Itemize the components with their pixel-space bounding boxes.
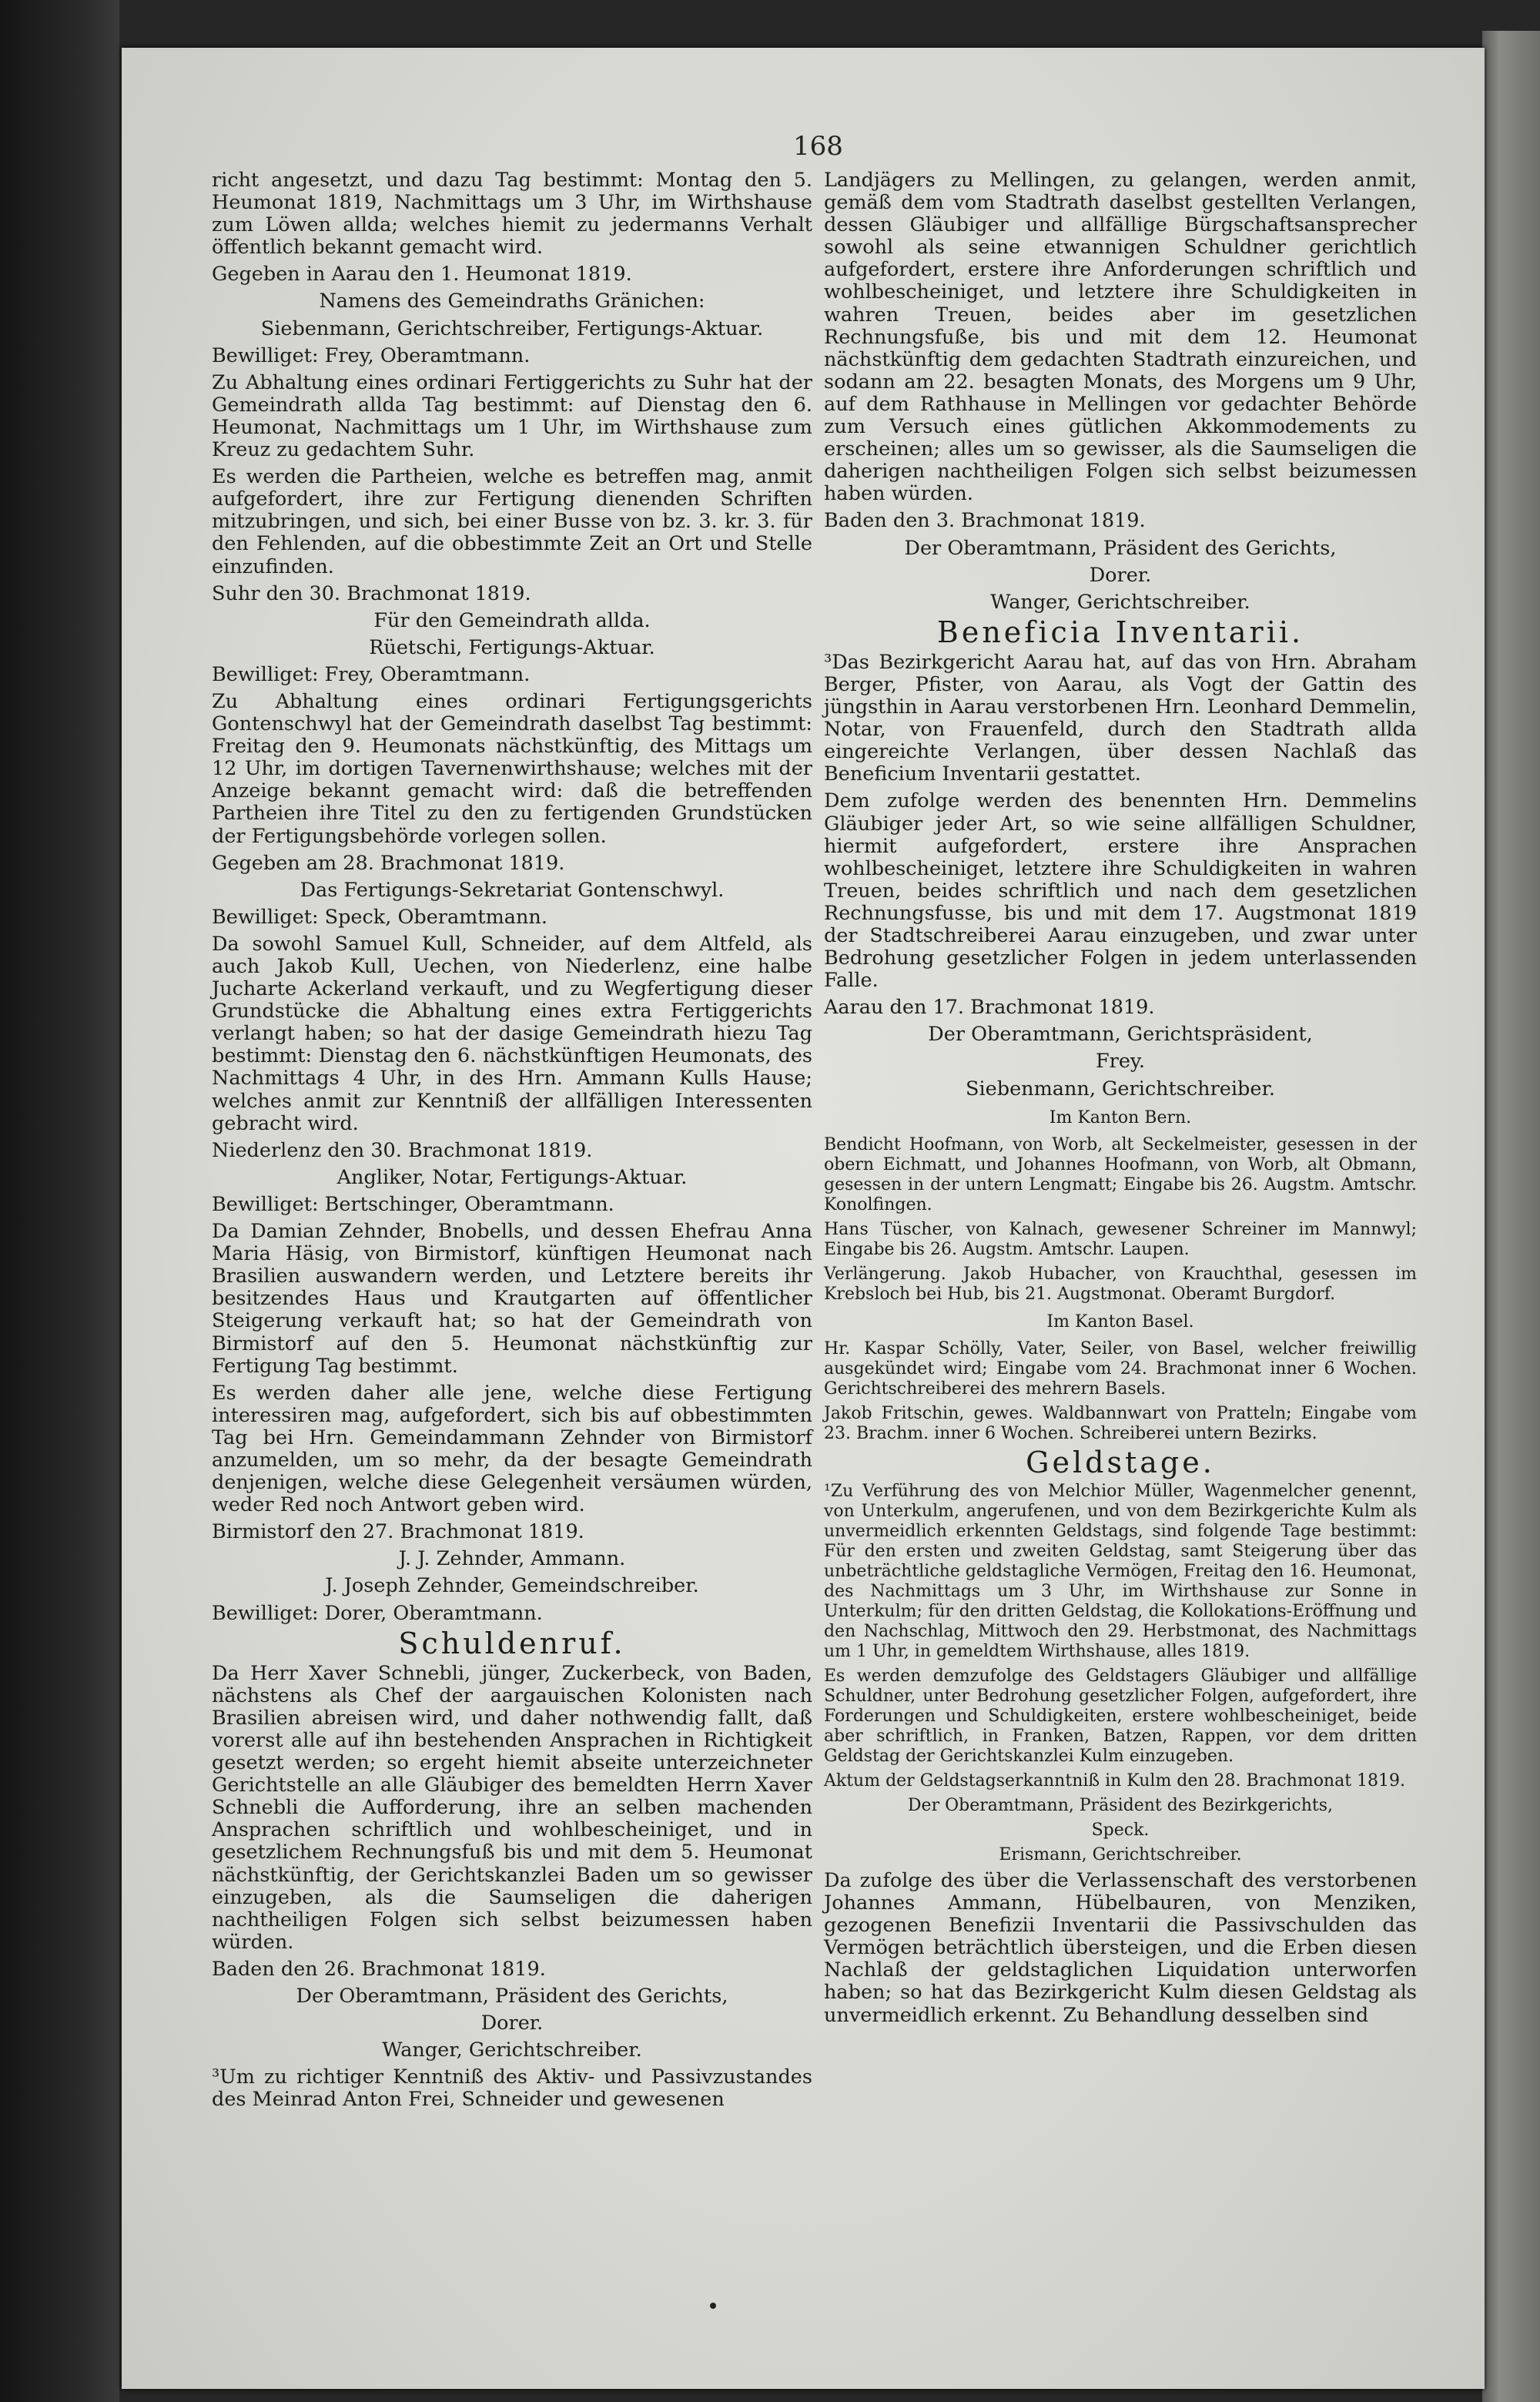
paragraph: Wanger, Gerichtschreiber. (382, 2039, 642, 2062)
right-column (824, 169, 1417, 2032)
right-book-edge (1482, 31, 1540, 2402)
left-column (212, 169, 812, 2116)
paragraph: Erismann, Gerichtschreiber. (999, 1844, 1242, 1864)
paragraph: Frey. (1095, 1050, 1146, 1074)
paragraph: ¹Zu Verführung des von Melchior Müller, Wagenmelcher genennt, von Unterkulm, angerufenen, und von dem Bezirkgerichte Kulm als unvermeidlich erkennten Geldstags, sind folgende Tage bestimmt: Für den ersten und zweiten Geldstag, samt Steigerung über das unbeträchtliche geldstagliche Vermögen, Freitag den 16. Heumonat, des Nachmittags um 3 Uhr, im Wirthshause zur Sonne in Unterkulm; für den dritten Geldstag, die Kollokations-Eröffnung und den Nachschlag, Mittwoch den 29. Herbstmonat, des Nachmittags um 1 Uhr, in gemeldtem Wirthshause, alles 1819. (824, 1481, 1417, 1661)
ink-spot (710, 2303, 716, 2309)
paragraph: Im Kanton Bern. (1049, 1107, 1192, 1127)
paragraph: Jakob Fritschin, gewes. Waldbannwart von Pratteln; Eingabe vom 23. Brachm. inner 6 Wochen. Schreiberei untern Bezirks. (824, 1403, 1417, 1443)
paragraph: Hr. Kaspar Schölly, Vater, Seiler, von Basel, welcher freiwillig ausgekündet wird; Eingabe vom 24. Brachmonat inner 6 Wochen. Gerichtschreiberei des mehrern Basels. (824, 1338, 1417, 1399)
paragraph: Zu Abhaltung eines ordinari Fertigungsgerichts Gontenschwyl hat der Gemeindrath daselbst Tag bestimmt: Freitag den 9. Heumonats nächstkünftig, des Mittags um 12 Uhr, im dortigen Tavernenwirthshause; welches mit der Anzeige bekannt gemacht wird: daß die betreffenden Partheien ihre Titel zu den zu fertigenden Grundstücken der Fertigungsbehörde vorlegen sollen. (212, 689, 812, 848)
paragraph: Namens des Gemeindraths Gränichen: (319, 290, 705, 313)
paragraph: Es werden demzufolge des Geldstagers Gläubiger und allfällige Schuldner, unter Bedrohung gesetzlicher Folgen, aufgefordert, ihre Forderungen und Schuldigkeiten, erstere wohlbescheiniget, beide aber schriftlich, in Franken, Batzen, Rappen, vor dem dritten Geldstag der Gerichtskanzlei Kulm einzugeben. (824, 1666, 1417, 1766)
paragraph: Es werden daher alle jene, welche diese Fertigung interessiren mag, aufgefordert, sich bis auf obbestimmten Tag bei Hrn. Gemeindammann Zehnder von Birmistorf anzumelden, um so mehr, da der besagte Gemeindrath denjenigen, welche diese Gelegenheit versäumen würden, weder Red noch Antwort geben wird. (212, 1381, 812, 1517)
paragraph: Bewilliget: Speck, Oberamtmann. (212, 905, 547, 929)
paragraph: Rüetschi, Fertigungs-Aktuar. (369, 635, 655, 659)
section-heading: Beneficia Inventarii. (936, 615, 1304, 649)
left-book-edge (0, 0, 119, 2402)
paragraph: Baden den 26. Brachmonat 1819. (212, 1957, 546, 1981)
paragraph: J. Joseph Zehnder, Gemeindschreiber. (325, 1574, 699, 1598)
paragraph: Niederlenz den 30. Brachmonat 1819. (212, 1138, 593, 1162)
paragraph: Der Oberamtmann, Präsident des Gerichts, (296, 1985, 728, 2008)
page-number: 168 (793, 131, 843, 162)
paragraph: Im Kanton Basel. (1046, 1312, 1194, 1332)
paragraph: Bewilliget: Dorer, Oberamtmann. (212, 1601, 543, 1625)
paragraph: Der Oberamtmann, Präsident des Gerichts, (904, 536, 1337, 560)
paragraph: Der Oberamtmann, Gerichtspräsident, (928, 1023, 1313, 1047)
paragraph: Es werden die Partheien, welche es betreffen mag, anmit aufgefordert, ihre zur Fertigung dienenden Schriften mitzubringen, und sich, bei einer Busse von bz. 3. kr. 3. für den Fehlenden, auf die obbestimmte Zeit an Ort und Stelle einzufinden. (212, 465, 812, 578)
paragraph: Zu Abhaltung eines ordinari Fertiggerichts zu Suhr hat der Gemeindrath allda Tag bestimmt: auf Dienstag den 6. Heumonat, Nachmittags um 1 Uhr, im Wirthshause zum Kreuz zu gedachtem Suhr. (212, 370, 812, 462)
paragraph: Gegeben am 28. Brachmonat 1819. (212, 851, 565, 875)
paragraph: Speck. (1091, 1820, 1150, 1840)
paragraph: Wanger, Gerichtschreiber. (990, 590, 1250, 614)
paragraph: Da Damian Zehnder, Bnobells, und dessen Ehefrau Anna Maria Häsig, von Birmistorf, künftigen Heumonat nach Brasilien auswandern werden, und Letztere bereits ihr besitzendes Haus und Krautgarten auf öffentlicher Steigerung verkauft hat; so hat der Gemeindrath von Birmistorf auf den 5. Heumonat nächstkünftig zur Fertigung Tag bestimmt. (212, 1220, 812, 1378)
paragraph: Verlängerung. Jakob Hubacher, von Krauchthal, gesessen im Krebsloch bei Hub, bis 21. Augstmonat. Oberamt Burgdorf. (824, 1264, 1417, 1304)
paragraph: Dem zufolge werden des benennten Hrn. Demmelins Gläubiger jeder Art, so wie seine allfälligen Schuldner, hiermit aufgefordert, erstere ihre Ansprachen wohlbescheiniget, letztere ihre Schuldigkeiten in wahren Treuen, beides schriftlich und nach dem gesetzlichen Rechnungsfusse, bis und mit dem 17. Augstmonat 1819 der Stadtschreiberei Aarau einzugeben, und zwar unter Bedrohung gesetzlicher Folgen in jedem unterlassenden Falle. (824, 789, 1417, 993)
paragraph: Da Herr Xaver Schnebli, jünger, Zuckerbeck, von Baden, nächstens als Chef der aargauischen Kolonisten nach Brasilien abreisen wird, und daher nothwendig fallt, daß vorerst alle auf ihn bestehenden Ansprachen in Richtigkeit gesetzt werden; so ergeht hiemit abseite unterzeichneter Gerichtstelle an alle Gläubiger des bemeldten Herrn Xaver Schnebli die Aufforderung, ihre an selben machenden Ansprachen schriftlich und wohlbescheiniget, und in gesetzlichem Rechnungsfuß bis und mit dem 5. Heumonat nächstkünftig, der Gerichtskanzlei Baden um so gewisser einzugeben, als die Saumseligen die daherigen nachtheiligen Folgen sich selbst beizumessen haben würden. (212, 1661, 812, 1954)
paragraph: Für den Gemeindrath allda. (373, 608, 651, 632)
paragraph: Dorer. (1089, 563, 1152, 587)
paragraph: Aarau den 17. Brachmonat 1819. (824, 996, 1155, 1020)
paragraph: Da sowohl Samuel Kull, Schneider, auf dem Altfeld, als auch Jakob Kull, Uechen, von Niederlenz, eine halbe Jucharte Ackerland verkauft, und zu Wegfertigung dieser Grundstücke die Abhaltung eines extra Fertiggerichts verlangt haben; so hat der dasige Gemeindrath hiezu Tag bestimmt: Dienstag den 6. nächstkünftigen Heumonats, des Nachmittags 4 Uhr, in des Hrn. Ammann Kulls Hause; welches anmit zur Kenntniß der allfälligen Interessenten gebracht wird. (212, 932, 812, 1135)
paragraph: Angliker, Notar, Fertigungs-Aktuar. (336, 1165, 688, 1189)
paragraph: Siebenmann, Gerichtschreiber. (966, 1077, 1275, 1100)
paragraph: richt angesetzt, und dazu Tag bestimmt: Montag den 5. Heumonat 1819, Nachmittags um 3 Uhr, im Wirthshause zum Löwen allda; welches hiemit zu jedermanns Verhalt öffentlich bekannt gemacht wird. (212, 169, 812, 260)
paragraph: ³Das Bezirkgericht Aarau hat, auf das von Hrn. Abraham Berger, Pfister, von Aarau, als Vogt der Gattin des jüngsthin in Aarau verstorbenen Hrn. Leonhard Demmelin, Notar, von Frauenfeld, durch den Stadtrath allda eingereichte Verlangen, über dessen Nachlaß das Beneficium Inventarii gestattet. (824, 650, 1417, 786)
paragraph: Baden den 3. Brachmonat 1819. (824, 509, 1146, 533)
paragraph: Das Fertigungs-Sekretariat Gontenschwyl. (300, 878, 725, 902)
paragraph: Suhr den 30. Brachmonat 1819. (212, 581, 531, 605)
paragraph: Bewilliget: Frey, Oberamtmann. (212, 662, 531, 686)
paragraph: Da zufolge des über die Verlassenschaft des verstorbenen Johannes Ammann, Hübelbauren, von Menziken, gezogenen Benefizii Inventarii die Passivschulden das Vermögen beträchtlich übersteigen, und die Erben diesen Nachlaß der geldstaglichen Liquidation unterworfen haben; so hat das Bezirkgericht Kulm diesen Geldstag als unvermeidlich erkennt. Zu Behandlung desselben sind (824, 1868, 1417, 2027)
paragraph: J. J. Zehnder, Ammann. (398, 1547, 626, 1571)
paragraph: Dorer. (480, 2012, 544, 2035)
paragraph: Bendicht Hoofmann, von Worb, alt Seckelmeister, gesessen in der obern Eichmatt, und Johannes Hoofmann, von Worb, alt Obmann, gesessen in der untern Lengmatt; Eingabe bis 26. Augstm. Amtschr. Konolfingen. (824, 1134, 1417, 1214)
section-heading: Geldstage. (1026, 1445, 1215, 1479)
paragraph: Landjägers zu Mellingen, zu gelangen, werden anmit, gemäß dem vom Stadtrath daselbst gestellten Verlangen, dessen Gläubiger und allfällige Bürgschaftsansprecher sowohl als seine etwannigen Schuldner gerichtlich aufgefordert, erstere ihre Anforderungen schriftlich und wohlbescheiniget, und letztere ihre Schuldigkeiten in wahren Treuen, beides aber im gesetzlichen Rechnungsfuße, bis und mit dem 12. Heumonat nächstkünftig dem gedachten Stadtrath einzureichen, und sodann am 22. besagten Monats, des Morgens um 9 Uhr, auf dem Rathhause in Mellingen vor gedachter Behörde zum Versuch eines gütlichen Akkommodements zu erscheinen; alles um so gewisser, als die Saumseligen die daherigen nachtheiligen Folgen sich selbst beizumessen haben würden. (824, 169, 1417, 506)
paragraph: Siebenmann, Gerichtschreiber, Fertigungs-Aktuar. (260, 317, 764, 340)
paragraph: Aktum der Geldstagserkanntniß in Kulm den 28. Brachmonat 1819. (824, 1771, 1406, 1791)
section-heading: Schuldenruf. (398, 1626, 626, 1660)
paragraph: ³Um zu richtiger Kenntniß des Aktiv- und Passivzustandes des Meinrad Anton Frei, Schneider und gewesenen (212, 2065, 812, 2112)
paragraph: Hans Tüscher, von Kalnach, gewesener Schreiner im Mannwyl; Eingabe bis 26. Augstm. Amtschr. Laupen. (824, 1219, 1417, 1259)
paragraph: Bewilliget: Frey, Oberamtmann. (212, 343, 531, 367)
paragraph: Gegeben in Aarau den 1. Heumonat 1819. (212, 263, 632, 286)
paragraph: Birmistorf den 27. Brachmonat 1819. (212, 1520, 584, 1544)
paragraph: Der Oberamtmann, Präsident des Bezirkgerichts, (907, 1795, 1334, 1815)
paragraph: Bewilliget: Bertschinger, Oberamtmann. (212, 1192, 614, 1216)
